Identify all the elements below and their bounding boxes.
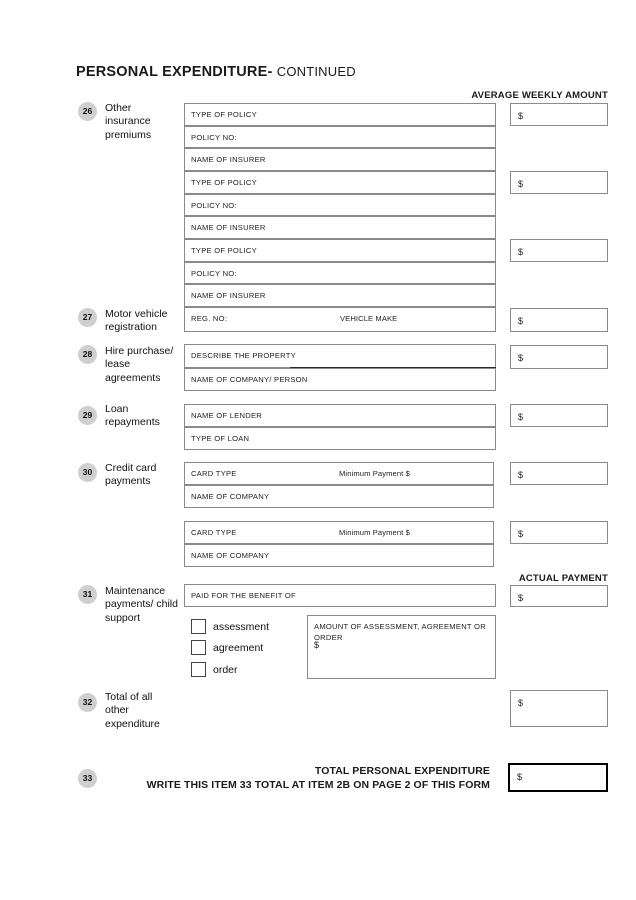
- field-policy-no-1[interactable]: [184, 126, 496, 148]
- currency-symbol: $: [518, 470, 524, 480]
- field-vehicle-registration[interactable]: [184, 307, 496, 332]
- amount-input-32[interactable]: [510, 690, 608, 727]
- field-caption: NAME OF INSURER: [191, 223, 266, 232]
- item-number-26: 26: [78, 102, 97, 121]
- item-label-29-line1: Loan: [105, 403, 129, 415]
- item-label-26: [105, 102, 151, 142]
- item-label-28-line3: agreements: [105, 371, 161, 384]
- field-policy-no-3[interactable]: [184, 262, 496, 284]
- page-title-dash: -: [267, 64, 273, 80]
- amount-input-33[interactable]: [508, 763, 608, 792]
- field-caption: AMOUNT OF ASSESSMENT, AGREEMENT OR ORDER: [314, 622, 486, 642]
- field-describe-the-property[interactable]: [184, 344, 496, 368]
- item-label-29: [105, 403, 160, 430]
- field-caption: NAME OF INSURER: [191, 291, 266, 300]
- field-name-of-company-2[interactable]: [184, 544, 494, 567]
- field-caption-minimum-payment: Minimum Payment $: [339, 528, 410, 537]
- field-caption: POLICY NO:: [191, 133, 237, 142]
- field-caption: CARD TYPE: [191, 528, 237, 537]
- currency-symbol: $: [518, 593, 524, 603]
- field-card-type-2[interactable]: [184, 521, 494, 544]
- currency-symbol: $: [518, 247, 524, 257]
- amount-input-30-2[interactable]: [510, 521, 608, 544]
- field-caption: NAME OF LENDER: [191, 411, 263, 420]
- field-caption: TYPE OF LOAN: [191, 434, 250, 443]
- checkbox-agreement[interactable]: [191, 640, 206, 655]
- item-label-26-line1: Other: [105, 102, 132, 114]
- amount-input-27[interactable]: [510, 308, 608, 332]
- amount-input-30-1[interactable]: [510, 462, 608, 485]
- field-name-of-insurer-3[interactable]: [184, 284, 496, 307]
- item-label-32-line1: Total of all: [105, 691, 153, 703]
- amount-input-26-3[interactable]: [510, 239, 608, 262]
- item-label-32-line2: other: [105, 704, 129, 717]
- field-type-of-loan[interactable]: [184, 427, 496, 450]
- field-name-of-company-person[interactable]: [184, 368, 496, 391]
- amount-input-28[interactable]: [510, 345, 608, 369]
- item-label-28: [105, 345, 173, 385]
- field-caption: CARD TYPE: [191, 469, 237, 478]
- item-label-26-line2: insurance: [105, 115, 151, 128]
- field-name-of-insurer-2[interactable]: [184, 216, 496, 239]
- field-caption: TYPE OF POLICY: [191, 246, 257, 255]
- currency-symbol: $: [517, 772, 523, 782]
- item-label-31-line1: Maintenance: [105, 585, 166, 597]
- item-number-27: 27: [78, 308, 97, 327]
- amount-input-26-2[interactable]: [510, 171, 608, 194]
- item-number-32: 32: [78, 693, 97, 712]
- amount-input-29[interactable]: [510, 404, 608, 427]
- item-label-27-line1: Motor vehicle: [105, 308, 168, 320]
- column-header-average-weekly-amount: AVERAGE WEEKLY AMOUNT: [471, 90, 608, 101]
- field-name-of-insurer-1[interactable]: [184, 148, 496, 171]
- field-caption-minimum-payment: Minimum Payment $: [339, 469, 410, 478]
- page-title-main: PERSONAL EXPENDITURE: [76, 64, 268, 80]
- item-label-31-line2: payments/ child: [105, 598, 178, 611]
- item-label-28-line2: lease: [105, 358, 131, 371]
- item-label-30-line2: payments: [105, 475, 151, 488]
- item-number-33: 33: [78, 769, 97, 788]
- item-label-32-line3: expenditure: [105, 717, 160, 730]
- column-header-actual-payment: ACTUAL PAYMENT: [518, 573, 608, 584]
- checkbox-label-assessment[interactable]: assessment: [213, 621, 270, 633]
- item-label-26-line3: premiums: [105, 128, 152, 141]
- item-label-30-line1: Credit card: [105, 462, 157, 474]
- amount-input-31[interactable]: [510, 585, 608, 607]
- total-personal-expenditure-line1: TOTAL PERSONAL EXPENDITURE: [314, 765, 490, 777]
- field-type-of-policy-2[interactable]: [184, 171, 496, 194]
- item-number-28: 28: [78, 345, 97, 364]
- page-title: [76, 64, 356, 80]
- currency-symbol: $: [518, 179, 524, 189]
- field-name-of-lender[interactable]: [184, 404, 496, 427]
- field-caption: POLICY NO:: [191, 269, 237, 278]
- field-caption: NAME OF INSURER: [191, 155, 266, 164]
- item-number-31: 31: [78, 585, 97, 604]
- field-caption: TYPE OF POLICY: [191, 110, 257, 119]
- field-amount-of-assessment[interactable]: [307, 615, 496, 679]
- field-caption: NAME OF COMPANY: [191, 492, 270, 501]
- currency-symbol: $: [518, 353, 524, 363]
- field-card-type-1[interactable]: [184, 462, 494, 485]
- item-label-29-line2: repayments: [105, 416, 160, 429]
- field-caption: POLICY NO:: [191, 201, 237, 210]
- item-label-31: [105, 585, 178, 625]
- field-caption: PAID FOR THE BENEFIT OF: [191, 591, 296, 600]
- currency-symbol: $: [518, 698, 524, 708]
- field-caption: NAME OF COMPANY/ PERSON: [191, 375, 308, 384]
- field-name-of-company-1[interactable]: [184, 485, 494, 508]
- item-label-31-line3: support: [105, 611, 141, 624]
- checkbox-label-order[interactable]: order: [213, 664, 238, 676]
- currency-symbol: $: [518, 412, 524, 422]
- item-label-28-line1: Hire purchase/: [105, 345, 174, 357]
- checkbox-label-agreement[interactable]: agreement: [213, 642, 264, 654]
- total-personal-expenditure-line2: WRITE THIS ITEM 33 TOTAL AT ITEM 2B ON PAGE 2 OF THIS FORM: [146, 779, 490, 791]
- amount-input-26-1[interactable]: [510, 103, 608, 126]
- item-label-27-line2: registration: [105, 321, 157, 334]
- item-number-30: 30: [78, 463, 97, 482]
- field-caption: DESCRIBE THE PROPERTY: [191, 351, 296, 360]
- field-caption-vehicle-make: VEHICLE MAKE: [340, 314, 398, 323]
- item-label-27: [105, 308, 167, 335]
- field-caption: REG. NO:: [191, 314, 228, 323]
- currency-symbol: $: [314, 640, 320, 650]
- field-type-of-policy-3[interactable]: [184, 239, 496, 262]
- item-label-32: [105, 691, 160, 731]
- currency-symbol: $: [518, 529, 524, 539]
- currency-symbol: $: [518, 111, 524, 121]
- field-caption: TYPE OF POLICY: [191, 178, 257, 187]
- page-title-continued: CONTINUED: [276, 64, 356, 79]
- item-label-30: [105, 462, 156, 489]
- field-caption: NAME OF COMPANY: [191, 551, 270, 560]
- field-policy-no-2[interactable]: [184, 194, 496, 216]
- field-paid-for-the-benefit-of[interactable]: [184, 584, 496, 607]
- checkbox-order[interactable]: [191, 662, 206, 677]
- field-type-of-policy-1[interactable]: [184, 103, 496, 126]
- item-number-29: 29: [78, 406, 97, 425]
- checkbox-assessment[interactable]: [191, 619, 206, 634]
- currency-symbol: $: [518, 316, 524, 326]
